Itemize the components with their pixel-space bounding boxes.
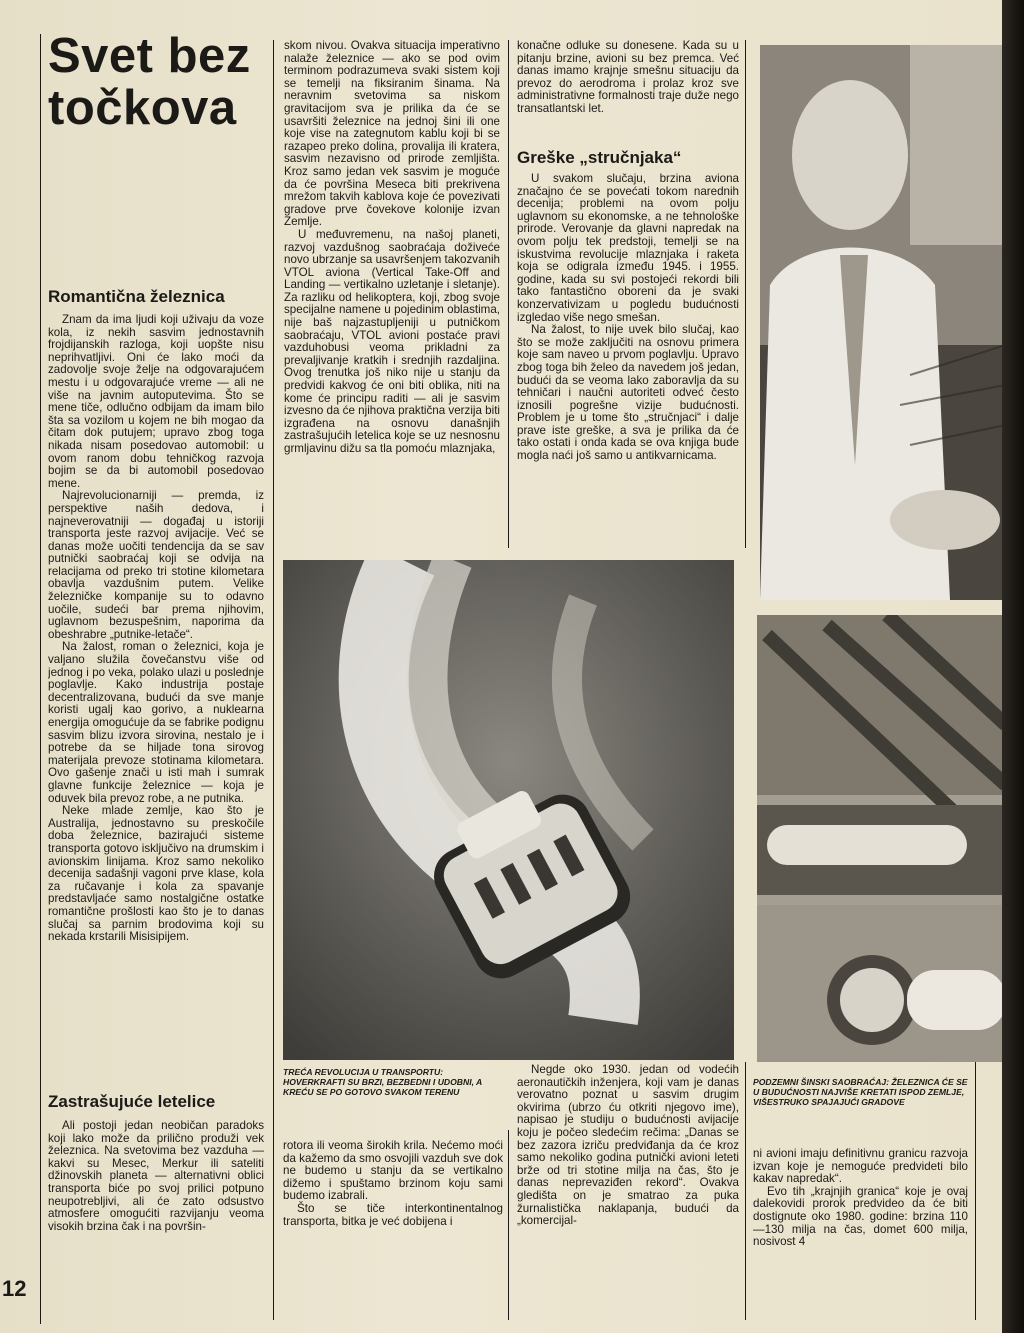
hovercraft-illustration bbox=[283, 560, 734, 1060]
man-illustration bbox=[760, 45, 1006, 600]
column-rule-3 bbox=[745, 40, 746, 548]
title-line-1: Svet bez bbox=[48, 29, 251, 83]
subheading-greske: Greške „stručnjaka“ bbox=[517, 148, 682, 167]
column-rule-4 bbox=[508, 1130, 509, 1320]
column-4-text-bottom bbox=[753, 1148, 968, 1320]
column-rule-1 bbox=[273, 40, 274, 1320]
column-rule-left bbox=[40, 34, 41, 1324]
paragraph: Što se tiče interkontinentalnog transporta, bitka je već dobijena i bbox=[283, 1201, 503, 1228]
article-title bbox=[48, 30, 251, 134]
caption-subway: PODZEMNI ŠINSKI SAOBRAĆAJ: ŽELEZNICA ĆE SE U BUDUĆNOSTI NAJVIŠE KRETATI ISPOD ZEMLJE, VIŠESTRUKO SPAJAJUĆI GRADOVE bbox=[753, 1077, 968, 1107]
page-number: 12 bbox=[2, 1276, 27, 1301]
column-rule-6 bbox=[975, 1062, 976, 1320]
man-portrait-photo bbox=[760, 45, 1006, 600]
paragraph: skom nivou. Ovakva situacija imperativno nalaže železnice — ako se pod ovim terminom podrazumeva svaki sistem koji se temelji na fiksiranim šinama. Na neravnim svetovima sa niskom gravitacijom sva je prilika da će se usavršiti železnice na jednoj šini ili one koje vise na zategnutom kablu koji bi se razapeo preko dolina, provalija ili kratera, sasvim nezavisno od prirode zemljišta. Kroz samo jedan vek sasvim je moguće da će površina Meseca biti prekrivena mrežom takvih kablova koje će povezivati gradove prve čovekove kolonije izvan Zemlje. bbox=[284, 40, 500, 229]
hovercraft-photo bbox=[283, 560, 734, 1060]
column-3-text-2 bbox=[517, 173, 739, 553]
paragraph: ni avioni imaju definitivnu granicu razvoja izvan koje je nemoguće predvideti bilo kakav napredak“. bbox=[753, 1148, 968, 1186]
column-3-text bbox=[517, 40, 739, 140]
paragraph: Neke mlade zemlje, kao što je Australija, jednostavno su preskočile doba železnice, bazirajući sisteme transporta gotovo isključivo na drumskim i avionskim linijama. Kroz samo nekoliko decenija sadašnji vagoni prve klase, kola za ručavanje i kola za spavanje predstavljaće samo nostalgične ostatke romantične prošlosti kao što je to danas slučaj sa parnim brodovima koji su nekada krstarili Misisipijem. bbox=[48, 804, 264, 944]
subheading-zastrasujuce: Zastrašujuće letelice bbox=[48, 1092, 216, 1111]
binding-edge bbox=[1002, 0, 1024, 1333]
paragraph: U međuvremenu, na našoj planeti, razvoj vazdušnog saobraćaja doživeće novo ubrzanje sa usavršenjem takozvanih VTOL aviona (Vertical Take-Off and Landing — vertikalno uzletanje i sletanje). Za razliku od helikoptera, koji, zbog svoje specijalne namene u pojedinim oblastima, nije baš najzastupljeniji u putničkom saobraćaju, VTOL avioni postaće pravi vazduhobusi veoma prikladni za prevaljivanje kratkih i srednjih razdaljina. Ovog trenutka još niko nije u stanju da predvidi kakvog će oni biti oblika, niti na kome će principu raditi — ali je sasvim izvesno da će njihova praktična verzija biti izgrađena na osnovu današnjih zastrašujućih letelica koje se uz nesnosnu grmljavinu dižu sa tla pomoću mlaznjaka, bbox=[284, 227, 500, 455]
paragraph: U svakom slučaju, brzina aviona značajno će se povećati tokom narednih decenija; problemi na ovom polju uglavnom su ekonomske, a ne tehnološke prirode. Verovanje da glavni napredak na ovom polju tek predstoji, temelji se na iskustvima revolucije mlaznjaka i raketa koja se odigrala između 1945. i 1955. godine, kada su svi postojeći rekordi bili tako fantastično oboreni da je svaki konzervativizam u pogledu budućnosti izgledao više nego smešan. bbox=[517, 173, 739, 324]
paragraph: Ali postoji jedan neobičan paradoks koji lako može da prilično produži vek železnica. Na svetovima bez vazduha — kakvi su Mesec, Merkur ili sateliti džinovskih planeta — alternativni oblici transporta biće po svoj prilici potpuno neupotrebljivi, ali će zato odsustvo atmosfere omogućiti razvijanju veoma visokih brzina čak i na površin- bbox=[48, 1120, 264, 1233]
column-3-text-bottom bbox=[517, 1064, 739, 1320]
column-1-text-bottom bbox=[48, 1120, 264, 1320]
subway-illustration bbox=[757, 615, 1006, 1062]
caption-hovercraft: TREĆA REVOLUCIJA U TRANSPORTU: HOVERKRAFTI SU BRZI, BEZBEDNI I UDOBNI, A KREĆU SE PO GOTOVO SVAKOM TERENU bbox=[283, 1067, 482, 1097]
column-rule-5 bbox=[745, 1062, 746, 1320]
column-2-text bbox=[284, 40, 500, 552]
paragraph: rotora ili veoma širokih krila. Nećemo moći da kažemo da smo osvojili vazduh sve dok ne budemo u stanju da se vertikalno dižemo i spuštamo brzinom koju sami budemo izabrali. bbox=[283, 1140, 503, 1203]
paragraph: Evo tih „krajnjih granica“ koje je ovaj dalekovidi prorok predvideo da će biti dostignute oko 1980. godine: brzina 110—130 milja na čas, domet 600 milja, nosivost 4 bbox=[753, 1184, 968, 1249]
paragraph: konačne odluke su donesene. Kada su u pitanju brzine, avioni su bez premca. Već danas imamo krajnje smešnu situaciju da prevoz do aerodroma i prolaz kroz sve administrativne formalnosti traje duže nego transatlantski let. bbox=[517, 40, 739, 115]
column-2-text-bottom bbox=[283, 1140, 503, 1320]
column-rule-2 bbox=[508, 40, 509, 548]
paragraph: Najrevolucionarniji — premda, iz perspektive naših dedova, i najneverovatniji — događaj u istoriji transporta jeste razvoj avijacije. Već se danas može uočiti tendencija da se sav putnički saobraćaj koji se odvija na relacijama od preko tri stotine kilometara obavlja vazdušnim putem. Velike železničke kompanije su to odavno uočile, sudeći bar prema njihovim, uglavnom bezuspešnim, naporima da obeshrabre „putnike-letače“. bbox=[48, 489, 264, 641]
paragraph: Znam da ima ljudi koji uživaju da voze kola, iz nekih sasvim jednostavnih frojdijanskih razloga, koji uopšte nisu neprihvatljivi. Oni će lako moći da zadovolje svoje želje na odgovarajućem mestu i u odgovarajuće vreme — ali ne više na javnim autoputevima. Što se mene tiče, odlučno odbijam da imam bilo šta sa vozilom u kojem ne bih mogao da čitam dok putujem; upravo zbog toga nikada nisam posedovao automobil: u ovom ranom dobu tehničkog razvoja bojim se da bi automobil posedovao mene. bbox=[48, 314, 264, 490]
paragraph: Na žalost, roman o železnici, koja je valjano služila čovečanstvu više od jednog i po veka, polako ulazi u poslednje poglavlje. Kako industrija postaje decentralizovana, budući da sve manje koristi ugalj kao gorivo, a nuklearna energija omogućuje da se fabrike podignu sasvim blizu izvora sirovina, nestalo je i potrebe da se hiljade tona sirovog materijala prevoze stotinama kilometara. Ovo gašenje znači u isti mah i sumrak glavne funkcije železnice — koja je oduvek bila prevoz robe, a ne putnika. bbox=[48, 640, 264, 805]
subheading-romanticna: Romantična železnica bbox=[48, 287, 225, 306]
title-line-2: točkova bbox=[48, 81, 237, 135]
paragraph: Na žalost, to nije uvek bilo slučaj, kao što se može zaključiti na osnovu primera koje sam naveo u prvom poglavlju. Upravo zbog toga bih želeo da navedem još jedan, budući da se veoma lako zaboravlja da su tehničari i naučni autoriteti odveć često iznosili pogrešne vizije budućnosti. Problem je u tome što „stručnjaci“ i dalje prave iste greške, a sva je prilika da će tako ostati i onda kada se ova knjiga bude mogla naći još samo u antikvarnicama. bbox=[517, 323, 739, 463]
paragraph: Negde oko 1930. jedan od vodećih aeronautičkih inženjera, koji vam je danas verovatno poznat u sasvim drugim okvirima (ubrzo ću otkriti njegovo ime), napisao je studiju o budućnosti avijacije koju je počeo sledećim rečima: „Danas se bez zazora izriču predviđanja da će kroz samo nekoliko godina putnički avioni leteti brže od tri stotine milja na čas, što je danas neprevaziđen rekord“. Ovakva gledišta on je smatrao za puka žurnalistička naklapanja, budući da „komercijal- bbox=[517, 1064, 739, 1228]
subway-illustration-photo bbox=[757, 615, 1006, 1062]
column-1-text bbox=[48, 314, 264, 1084]
